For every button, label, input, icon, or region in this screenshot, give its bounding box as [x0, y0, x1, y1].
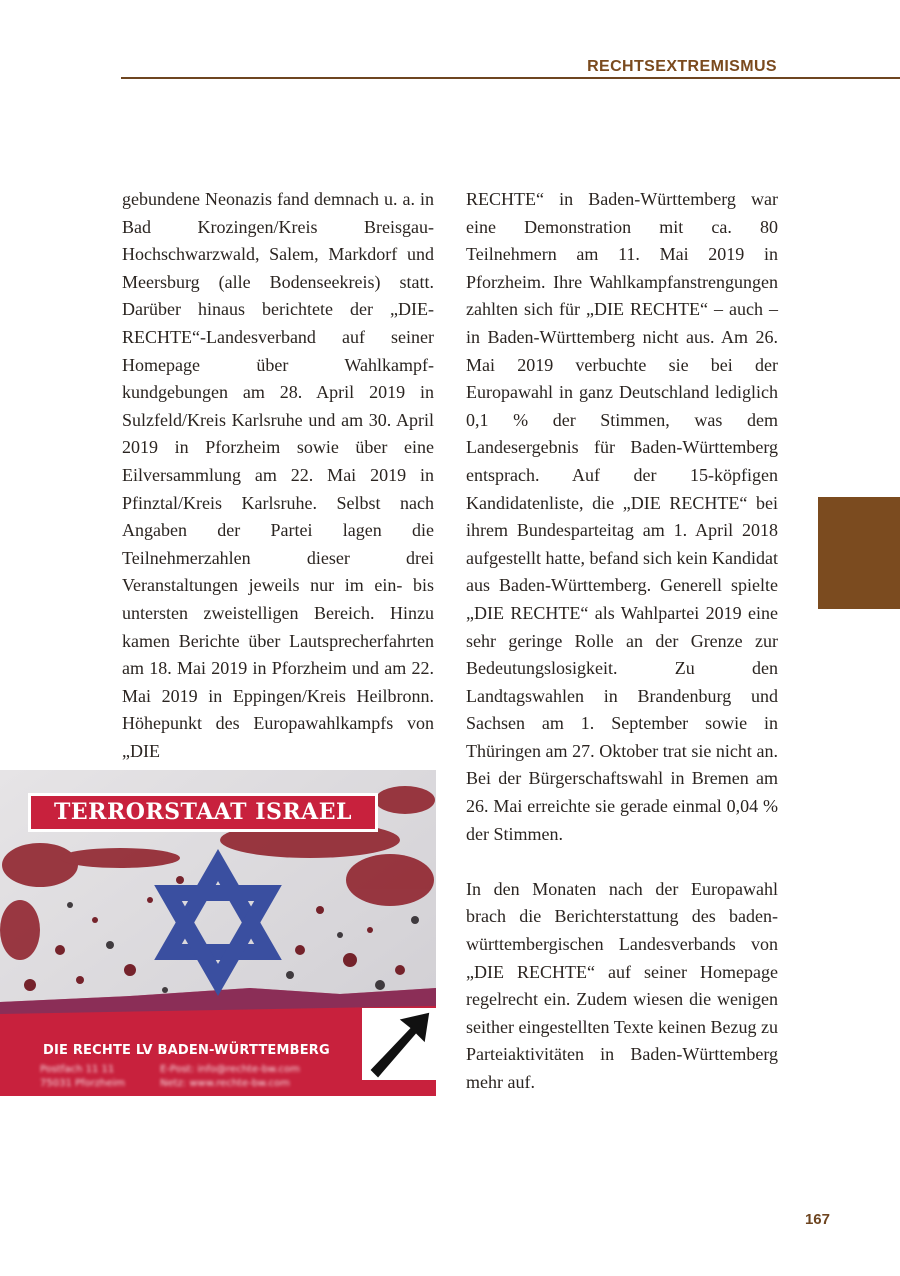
right-paragraph-2: In den Monaten nach der Europawahl brach die Berichterstattung des baden-württembergischen Landesverbands von „DIE RECHTE“ auf seiner Homepage regelrecht ein. Zudem wiesen die wenigen seither eingestellten Texte keinen Bezug zu Parteiaktivitäten in Baden-Württemberg mehr auf.	[466, 878, 778, 1092]
header-rule	[121, 77, 900, 79]
section-title: RECHTSEXTREMISMUS	[587, 58, 777, 75]
right-column	[466, 186, 778, 1097]
poster-footer: DIE RECHTE LV BADEN-WÜRTTEMBERG	[43, 1043, 330, 1058]
poster-title-box	[28, 793, 378, 832]
poster-address-line-1: Postfach 11 11	[40, 1064, 115, 1075]
chapter-marker-tab	[818, 497, 900, 609]
page-number: 167	[804, 1211, 830, 1228]
left-paragraph: gebundene Neonazis fand demnach u. a. in Bad Krozingen/Kreis Breisgau-Hochschwarzwald, Salem, Markdorf und Meersburg (alle Bodenseekreis) statt. Darüber hinaus berichtete der „DIE-RECHTE“-Landesverband auf seiner Homepage über Wahlkampf-kundgebungen am 28. April 2019 in Sulzfeld/Kreis Karlsruhe und am 30. April 2019 in Pforzheim sowie über eine Eilversammlung am 22. Mai 2019 in Pfinztal/Kreis Karlsruhe. Selbst nach Angaben der Partei lagen die Teilnehmerzahlen dieser drei Veranstaltungen jeweils nur im ein- bis untersten zweistelligen Bereich. Hinzu kamen Berichte über Lautsprecherfahrten am 18. Mai 2019 in Pforzheim und am 22. Mai 2019 in Eppingen/Kreis Heilbronn. Höhepunkt des Europawahlkampfs von „DIE	[122, 189, 434, 761]
left-column	[122, 186, 434, 765]
poster-email-line: E-Post: info@rechte-bw.com	[160, 1064, 300, 1075]
poster-web-line: Netz: www.rechte-bw.com	[160, 1078, 290, 1089]
poster-title: TERRORSTAAT ISRAEL	[31, 796, 375, 829]
arrow-icon	[362, 1008, 436, 1080]
right-paragraph-1: RECHTE“ in Baden-Württemberg war eine Demonstration mit ca. 80 Teilnehmern am 11. Mai 2019 in Pforzheim. Ihre Wahlkampfanstrengungen zahlten sich für „DIE RECHTE“ – auch – in Baden-Württemberg nicht aus. Am 26. Mai 2019 verbuchte sie bei der Europawahl in ganz Deutschland lediglich 0,1 % der Stimmen, was dem Landesergebnis für Baden-Württemberg entsprach. Auf der 15-köpfigen Kandidatenliste, die „DIE RECHTE“ bei ihrem Bundesparteitag am 1. April 2018 aufgestellt hatte, befand sich kein Kandidat aus Baden-Württemberg. Generell spielte „DIE RECHTE“ als Wahlpartei 2019 eine sehr geringe Rolle an der Grenze zur Bedeutungslosigkeit. Zu den Landtagswahlen in Brandenburg und Sachsen am 1. September sowie in Thüringen am 27. Oktober trat sie nicht an. Bei der Bürgerschaftswahl in Bremen am 26. Mai erreichte sie gerade einmal 0,04 % der Stimmen.	[466, 189, 778, 844]
poster-image	[0, 770, 436, 1096]
poster-address-line-2: 75031 Pforzheim	[40, 1078, 126, 1089]
